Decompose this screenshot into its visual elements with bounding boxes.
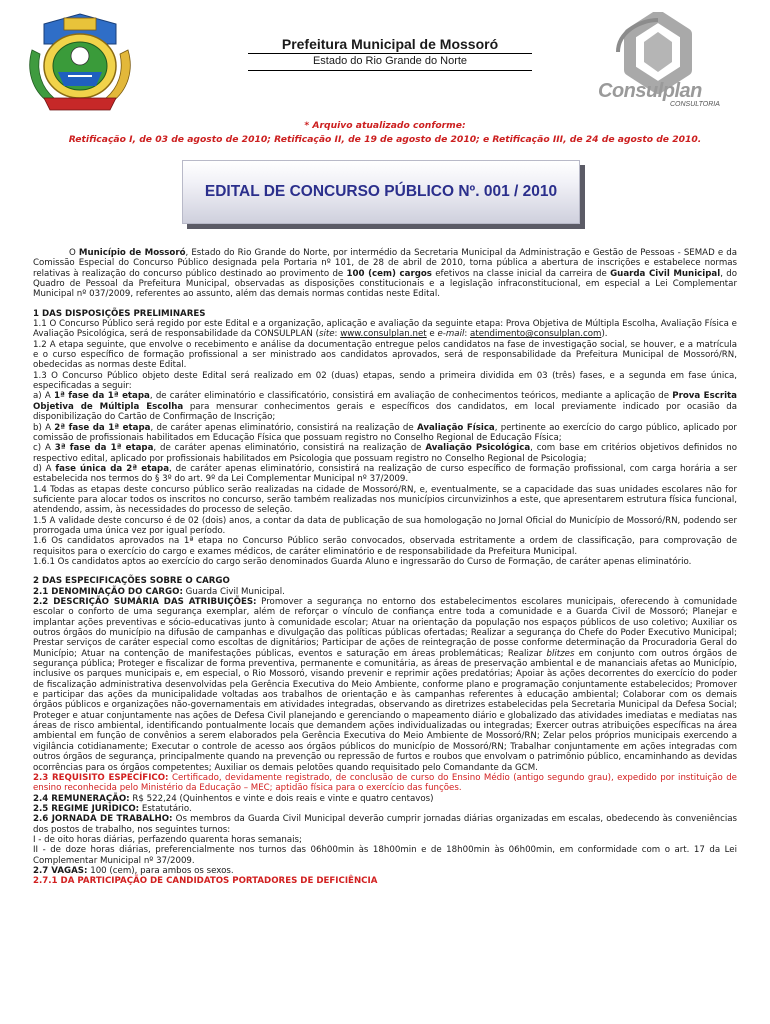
email-link[interactable]: atendimento@consulplan.com [470, 329, 602, 340]
site-link[interactable]: www.consulplan.net [340, 329, 427, 340]
org-title: Prefeitura Municipal de Mossoró [281, 36, 499, 52]
paragraph-1-6: 1.6 Os candidatos aprovados na 1ª etapa no Concurso Público serão convocados, observada estritamente a ordem de classificação, para comprovação de requisitos para o exercício do cargo e exames médicos, de caráter eliminatório e de responsabilidade da Prefeitura Municipal. [33, 536, 737, 557]
paragraph-2-6: 2.6 JORNADA DE TRABALHO: Os membros da Guarda Civil Municipal deverão cumprir jornadas diárias organizadas em escalas, obedecendo às conveniências dos postos de trabalho, nos seguintes turnos: [33, 814, 737, 835]
notice-line-2: Retificação I, de 03 de agosto de 2010; Retificação II, de 19 de agosto de 2010; e Retificação III, de 24 de agosto de 2010. [68, 134, 702, 145]
header-rule-bottom [248, 70, 532, 71]
item-b: b) A 2ª fase da 1ª etapa, de caráter apenas eliminatório, consistirá na realização de Avaliação Física, pertinente ao exercício do cargo público, aplicado por comissão de profissionais habilitados em Educação Física que possuam registro no Conselho Regional de Educação Física; [33, 422, 737, 443]
item-d: d) A fase única da 2ª etapa, de caráter apenas eliminatório, consistirá na realização de curso específico de formação profissional, com carga horária a ser estabelecida nos termos do § 3º do art. 9º da Lei Complementar Municipal nº 37/2009. [33, 463, 738, 485]
paragraph-1-6-1: 1.6.1 Os candidatos aptos ao exercício do cargo serão denominados Guarda Aluno e ingressarão do Curso de Formação, de caráter apenas eliminatório. [33, 556, 692, 567]
edital-title: EDITAL DE CONCURSO PÚBLICO Nº. 001 / 2010 [204, 183, 558, 200]
header-rule-top [248, 53, 532, 54]
item-c: c) A 3ª fase da 1ª etapa, de caráter apenas eliminatório, consistirá na realização de Avaliação Psicológica, com base em critérios objetivos definidos no respectivo edital, aplicado por profissionais habilitados em Psicologia que possuam registro no Conselho Regional de Psicologia; [33, 443, 737, 464]
paragraph-2-6-ii: II - de doze horas diárias, preferencialmente nos turnos das 06h00min às 18h00min e de 18h00min às 06h00min, em conformidade com o art. 17 da Lei Complementar Municipal nº 37/2009. [33, 845, 737, 866]
edital-title-banner [182, 160, 580, 224]
paragraph-2-7-1: 2.7.1 DA PARTICIPAÇÃO DE CANDIDATOS PORTADORES DE DEFICIÊNCIA [33, 876, 378, 887]
item-a: a) A 1ª fase da 1ª etapa, de caráter eliminatório e classificatório, consistirá em avaliação de conhecimentos teóricos, mediante a aplicação de Prova Escrita Objetiva de Múltipla Escolha para mensurar conhecimentos gerais e específicos dos candidatos, em local previamente indicado por ocasião da disponibilização do Cartão de Confirmação de Inscrição; [33, 391, 738, 423]
document-body [33, 248, 737, 887]
logo-subtitle: CONSULTORIA [670, 101, 720, 108]
paragraph-1-5: 1.5 A validade deste concurso é de 02 (dois) anos, a contar da data de publicação de sua homologação no Jornal Oficial do Município de Mossoró/RN, podendo ser prorrogada uma única vez por igual período. [33, 515, 737, 536]
intro-paragraph: O Município de Mossoró, Estado do Rio Grande do Norte, por intermédio da Secretaria Municipal da Administração e Gestão de Pessoas - SEMAD e da Comissão Especial do Concurso Público designada pela Portaria nº 101, de 28 de abril de 2010, torna pública a abertura de inscrições e estabelece normas relativas à realização do concurso público destinado ao provimento de 100 (cem) cargos efetivos na classe inicial da carreira de Guarda Civil Municipal, do Quadro de Pessoal da Prefeitura Municipal, observadas as disposições constitucionais e a legislação infraconstitucional, em especial a Lei Complementar Municipal nº 037/2009, referentes ao assunto, além das demais normas contidas neste Edital. [33, 248, 738, 300]
paragraph-2-1: 2.1 DENOMINAÇÃO DO CARGO: Guarda Civil Municipal. [33, 586, 285, 597]
paragraph-1-2: 1.2 A etapa seguinte, que envolve o recebimento e análise da documentação entregue pelos candidatos na fase de investigação social, se houver, e a matrícula e o curso específico de formação profissional a ser ministrado aos candidatos aprovados, será de responsabilidade da Prefeitura Municipal de Mossoró/RN, obedecidas as normas deste Edital. [33, 339, 737, 371]
notice-line-1: * Arquivo atualizado conforme: [304, 120, 466, 131]
paragraph-2-7: 2.7 VAGAS: 100 (cem), para ambos os sexos. [33, 865, 234, 876]
paragraph-2-5: 2.5 REGIME JURÍDICO: Estatutário. [33, 803, 192, 814]
section-1-heading: 1 DAS DISPOSIÇÕES PRELIMINARES [33, 308, 206, 319]
state-subtitle: Estado do Rio Grande do Norte [312, 55, 468, 67]
paragraph-2-6-i: I - de oito horas diárias, perfazendo quarenta horas semanais; [33, 834, 302, 845]
paragraph-1-1: 1.1 O Concurso Público será regido por este Edital e a organização, aplicação e avaliação da seguinte etapa: Prova Objetiva de Múltipla Escolha, Avaliação Física e Avaliação Psicológica, será de responsabilidade da CONSULPLAN (site: www.consulplan.net e e-mail: atendimento@consulplan.com). [33, 319, 737, 340]
paragraph-2-4: 2.4 REMUNERAÇÃO: R$ 522,24 (Quinhentos e vinte e dois reais e vinte e quatro centavos) [33, 793, 434, 804]
city-coat-of-arms-icon [24, 10, 136, 114]
paragraph-2-2: 2.2 DESCRIÇÃO SUMÁRIA DAS ATRIBUIÇÕES: Promover a segurança no entorno dos estabelecimentos escolares municipais, oferecendo à comunidade escolar o conforto de uma segurança exemplar, além de reforçar o vínculo de confiança entre toda a comunidade e a Guarda Civil de Mossoró; Planejar e implantar ações preventivas e sócio-educativas junto à comunidade escolar; Atuar na orientação da população nos espaços públicos de uso coletivo; Auxiliar os outros órgãos do município na difusão de campanhas e divulgação das políticas públicas ofertadas; Realizar a segurança do Chefe do Poder Executivo Municipal; Prestar serviços de caráter especial como escoltas de dignitários; Participar de ações de reintegração de posse conforme determinação da Procuradoria Geral do Município; Atuar na contenção de manifestações públicas, eventos e saturação em áreas problemáticas; Realizar blitzes em conjunto com outros órgãos de segurança pública; Proteger e fiscalizar de forma preventiva, permanente e comunitária, as áreas de preservação ambiental e de mananciais afetas ao Município, inclusive os parques municipais e, em especial, o Rio Mossoró, visando prevenir e reprimir ações predatórias; Apoiar às ações decorrentes do exercício do poder de fiscalização administrativa desenvolvidas pela Gerência Executiva do Meio Ambiente, conforme plano e programação conjuntamente estabelecidos; Promover e participar das ações da municipalidade voltadas aos trabalhos de orientação e às campanhas referentes à educação ambiental; Colaborar com os demais órgãos públicos e organizações não-governamentais em atividades integradas, observando as diretrizes estabelecidas pela Secretaria Municipal da Defesa Social; Proteger e atuar conjuntamente nas ações de Defesa Civil planejando e gerenciando o mapeamento diário e globalizado das atividades imediatas e mediatas nas áreas de risco ambiental, identificando pontualmente locais que demandem ações individualizadas ou integradas; Exercer outras atribuições específicas na área ambiental em função de convênios a serem elaborados pela Gerência Executiva do Meio Ambiente de Mossoró/RN; Zelar pelos próprios municipais exercendo a vigilância cotidianamente; Executar o controle de acesso aos órgãos públicos do município de Mossoró/RN; Trabalhar conjuntamente em ações integradas com outros órgãos de segurança, principalmente quando na prevenção ou repressão de furtos e roubos que envolvam o patrimônio público, encaminhando as devidas ocorrências para os órgãos competentes; Auxiliar os demais pelotões quando requisitado pelo Comandante da GCM. [33, 597, 737, 773]
paragraph-2-3: 2.3 REQUISITO ESPECÍFICO: Certificado, devidamente registrado, de conclusão de curso do Ensino Médio (antigo segundo grau), expedido por instituição de ensino reconhecida pelo Ministério da Educação – MEC; aptidão física para o exercício das funções. [33, 772, 737, 794]
paragraph-1-3: 1.3 O Concurso Público objeto deste Edital será realizado em 02 (duas) etapas, sendo a primeira dividida em 03 (três) fases, e a segunda em fase única, especificadas a seguir: [33, 370, 737, 392]
logo-wordmark: Consulplan [598, 80, 702, 102]
section-2-heading: 2 DAS ESPECIFICAÇÕES SOBRE O CARGO [33, 576, 230, 587]
paragraph-1-4: 1.4 Todas as etapas deste concurso público serão realizadas na cidade de Mossoró/RN, e, eventualmente, se a capacidade das suas unidades escolares não for suficiente para alocar todos os inscritos no concurso, serão também realizadas nos municípios circunvizinhos a este, que apresentarem estrutura física funcional, atendendo, assim, às necessidades do processo de seleção. [33, 484, 737, 516]
